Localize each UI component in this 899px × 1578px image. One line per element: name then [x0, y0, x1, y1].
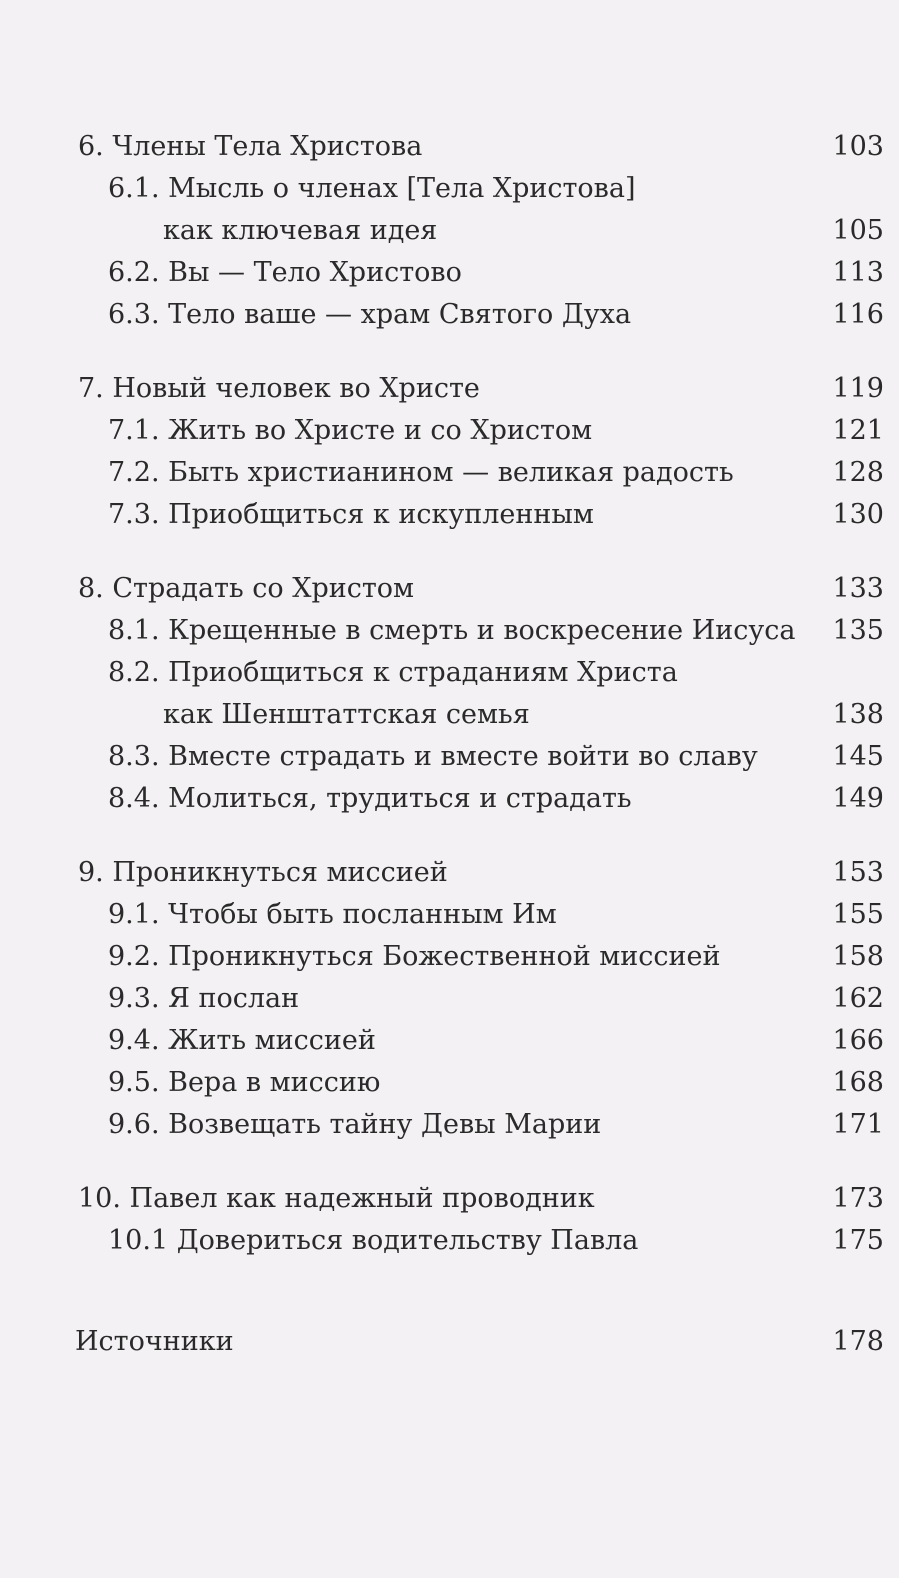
toc-section [0, 1020, 899, 1062]
toc-section [0, 1104, 899, 1146]
toc-chapter [0, 1178, 899, 1220]
toc-page-number: 128 [832, 457, 884, 488]
toc-label: 7.2. Быть христианином — великая радость [108, 457, 734, 488]
toc-page-number: 105 [832, 215, 884, 246]
toc-label: 6.3. Тело ваше — храм Святого Духа [108, 299, 632, 330]
toc-page-number: 166 [832, 1025, 884, 1056]
toc-page-number: 173 [832, 1183, 884, 1214]
toc-page-number: 138 [832, 699, 884, 730]
toc-label: 8.1. Крещенные в смерть и воскресение Иисуса [108, 615, 796, 646]
toc-label: 7.1. Жить во Христе и со Христом [108, 415, 593, 446]
toc-section-continuation [0, 694, 899, 736]
toc-label: 6.1. Мысль о членах [Тела Христова] [108, 173, 636, 204]
toc-page-number: 158 [832, 941, 884, 972]
toc-page-number: 121 [832, 415, 884, 446]
toc-label: 9. Проникнуться миссией [78, 857, 448, 888]
toc-page-number: 116 [832, 299, 884, 330]
toc-page-number: 171 [832, 1109, 884, 1140]
toc-page-number: 135 [832, 615, 884, 646]
toc-page-number: 168 [832, 1067, 884, 1098]
toc-page-number: 175 [832, 1225, 884, 1256]
toc-section [0, 494, 899, 536]
toc-section [0, 452, 899, 494]
toc-section [0, 294, 899, 336]
toc-label: 10. Павел как надежный проводник [78, 1183, 595, 1214]
toc-page-number: 155 [832, 899, 884, 930]
toc-label: как Шенштаттская семья [163, 699, 530, 730]
toc-label: как ключевая идея [163, 215, 438, 246]
toc-label: 7. Новый человек во Христе [78, 373, 480, 404]
toc-sources [0, 1321, 899, 1363]
toc-section [0, 778, 899, 820]
toc-label: 9.3. Я послан [108, 983, 300, 1014]
toc-page-number: 113 [832, 257, 884, 288]
toc-chapter [0, 852, 899, 894]
toc-label: 8.4. Молиться, трудиться и страдать [108, 783, 632, 814]
toc-page-number: 103 [832, 131, 884, 162]
toc-section [0, 168, 899, 210]
toc-section [0, 1220, 899, 1262]
toc-chapter [0, 368, 899, 410]
toc-label: 9.5. Вера в миссию [108, 1067, 381, 1098]
toc-label: 8.2. Приобщиться к страданиям Христа [108, 657, 678, 688]
toc-section [0, 936, 899, 978]
toc-page-number: 162 [832, 983, 884, 1014]
toc-label: 9.1. Чтобы быть посланным Им [108, 899, 557, 930]
toc-label: 8. Страдать со Христом [78, 573, 415, 604]
toc-label: Источники [75, 1326, 234, 1357]
toc-section [0, 736, 899, 778]
toc-page-number: 153 [832, 857, 884, 888]
toc-section [0, 978, 899, 1020]
toc-section [0, 894, 899, 936]
toc-section [0, 1062, 899, 1104]
toc-page-number: 149 [832, 783, 884, 814]
toc-page-number: 145 [832, 741, 884, 772]
toc-section [0, 410, 899, 452]
toc-page-number: 130 [832, 499, 884, 530]
toc-label: 7.3. Приобщиться к искупленным [108, 499, 594, 530]
toc-chapter [0, 126, 899, 168]
toc-label: 10.1 Довериться водительству Павла [108, 1225, 639, 1256]
toc-section [0, 252, 899, 294]
toc-chapter [0, 568, 899, 610]
toc-section [0, 652, 899, 694]
toc-page-number: 178 [832, 1326, 884, 1357]
toc-label: 9.4. Жить миссией [108, 1025, 376, 1056]
toc-page-number: 133 [832, 573, 884, 604]
toc-section-continuation [0, 210, 899, 252]
toc-label: 6. Члены Тела Христова [78, 131, 423, 162]
toc-page-number: 119 [832, 373, 884, 404]
toc-label: 6.2. Вы — Тело Христово [108, 257, 462, 288]
toc-label: 9.2. Проникнуться Божественной миссией [108, 941, 721, 972]
toc-label: 9.6. Возвещать тайну Девы Марии [108, 1109, 602, 1140]
toc-label: 8.3. Вместе страдать и вместе войти во славу [108, 741, 758, 772]
toc-section [0, 610, 899, 652]
